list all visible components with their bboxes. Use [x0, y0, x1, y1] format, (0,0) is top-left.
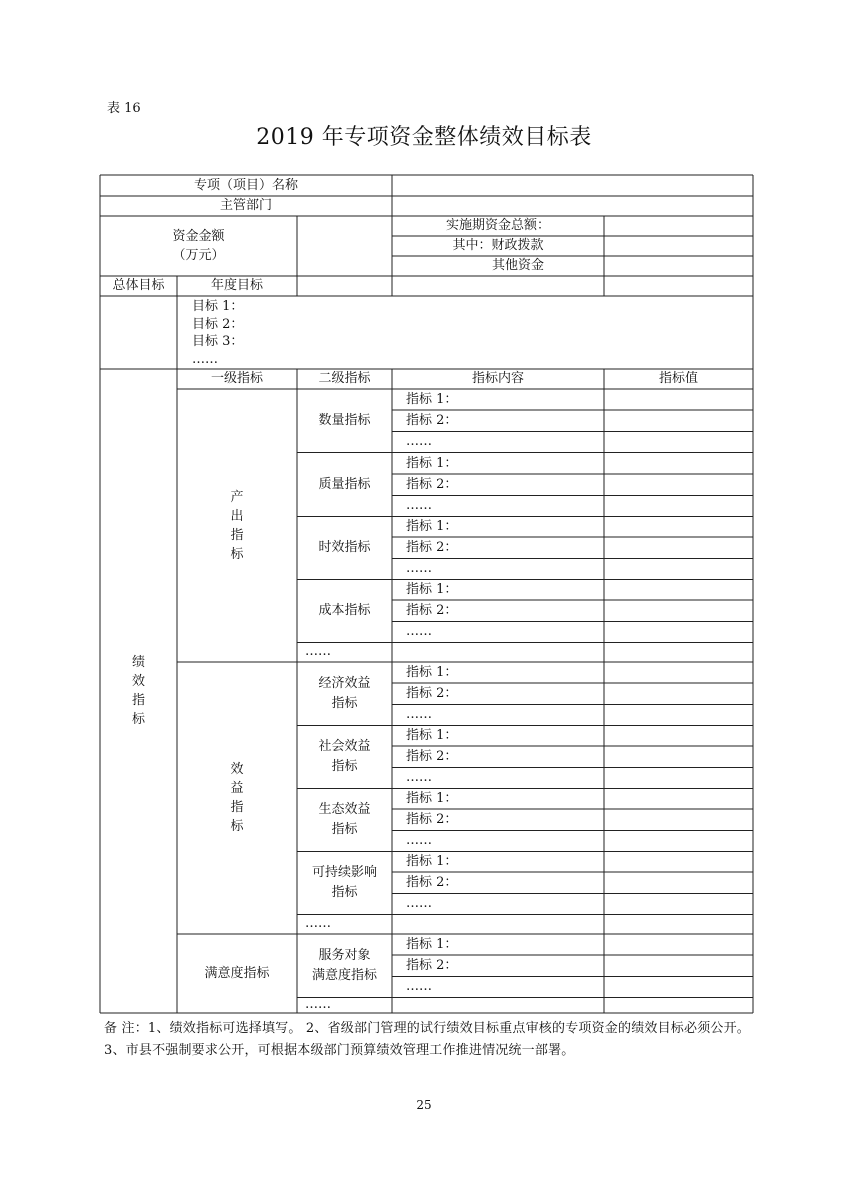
indicator-item-quality-2: 指标 2：: [406, 476, 458, 492]
level2-economic: 经济效益 指标: [318, 675, 371, 711]
indicator-item-cost-2: 指标 2：: [406, 602, 458, 618]
annual-goal-label: 年度目标: [210, 278, 263, 293]
fiscal-fund-label: 其中：财政拨款: [452, 238, 544, 253]
indicator-item-cost-1: 指标 1：: [406, 581, 458, 597]
notes: 备 注：1、绩效指标可选择填写。 2、省级部门管理的试行绩效目标重点审核的专项资金的绩效目标必须公开。3、市县不强制要求公开，可根据本级部门预算绩效管理工作推进情况统一部署。: [104, 1021, 751, 1058]
indicator-item-timeliness-2: 指标 2：: [406, 539, 458, 555]
col-header-content: 指标内容: [471, 371, 524, 386]
level2-output-more: ……: [305, 644, 331, 659]
document-title: 2019 年专项资金整体绩效目标表: [256, 125, 592, 150]
indicator-item-economic-3: ……: [406, 707, 432, 722]
indicator-item-quality-3: ……: [406, 498, 432, 513]
level2-timeliness: 时效指标: [318, 539, 371, 555]
level2-sustainable: 可持续影响 指标: [311, 864, 377, 900]
indicator-item-social-2: 指标 2：: [406, 748, 458, 764]
col-header-level2: 二级指标: [318, 371, 371, 386]
page-number: 25: [416, 1098, 432, 1112]
other-fund-label: 其他资金: [491, 258, 544, 273]
level2-cost: 成本指标: [318, 602, 371, 618]
level2-ecological: 生态效益 指标: [318, 801, 371, 837]
indicator-item-sustainable-3: ……: [406, 896, 432, 911]
col-header-level1: 一级指标: [210, 371, 263, 386]
indicator-item-economic-1: 指标 1：: [406, 664, 458, 680]
overall-goal-label: 总体目标: [112, 278, 165, 293]
indicator-item-quantity-3: ……: [406, 434, 432, 449]
col-header-value: 指标值: [658, 371, 698, 386]
level1-benefit: 效 益 指 标: [230, 762, 244, 834]
dept-label: 主管部门: [219, 198, 272, 213]
level2-satisfaction-more: ……: [305, 997, 331, 1012]
level2-benefit-more: ……: [305, 916, 331, 931]
project-name-label: 专项（项目）名称: [193, 177, 298, 193]
indicator-item-sustainable-1: 指标 1：: [406, 853, 458, 869]
indicator-item-ecological-2: 指标 2：: [406, 811, 458, 827]
indicator-item-quantity-1: 指标 1：: [406, 391, 458, 407]
indicator-item-sustainable-2: 指标 2：: [406, 874, 458, 890]
indicator-item-timeliness-3: ……: [406, 561, 432, 576]
indicator-item-ecological-1: 指标 1：: [406, 790, 458, 806]
level2-service: 服务对象 满意度指标: [311, 947, 377, 983]
fund-amount-label: 资金金额 （万元）: [172, 229, 225, 263]
indicator-item-social-1: 指标 1：: [406, 727, 458, 743]
indicator-item-economic-2: 指标 2：: [406, 685, 458, 701]
indicator-item-social-3: ……: [406, 770, 432, 785]
indicator-item-service-3: ……: [406, 979, 432, 994]
table-label: 表 16: [107, 101, 141, 116]
indicator-item-service-2: 指标 2：: [406, 957, 458, 973]
level1-satisfaction: 满意度指标: [204, 965, 270, 981]
goal-list: 目标 1： 目标 2： 目标 3： ……: [192, 299, 244, 367]
total-fund-label: 实施期资金总额：: [445, 218, 550, 233]
perf-indicator-label: 绩 效 指 标: [131, 655, 145, 727]
level2-quantity: 数量指标: [318, 412, 371, 428]
indicator-item-service-1: 指标 1：: [406, 936, 458, 952]
indicator-item-quality-1: 指标 1：: [406, 455, 458, 471]
indicator-item-timeliness-1: 指标 1：: [406, 518, 458, 534]
level2-quality: 质量指标: [318, 476, 371, 492]
level1-output: 产 出 指 标: [230, 489, 244, 562]
indicator-item-ecological-3: ……: [406, 833, 432, 848]
indicator-item-cost-3: ……: [406, 624, 432, 639]
indicator-item-quantity-2: 指标 2：: [406, 412, 458, 428]
level2-social: 社会效益 指标: [318, 738, 371, 774]
